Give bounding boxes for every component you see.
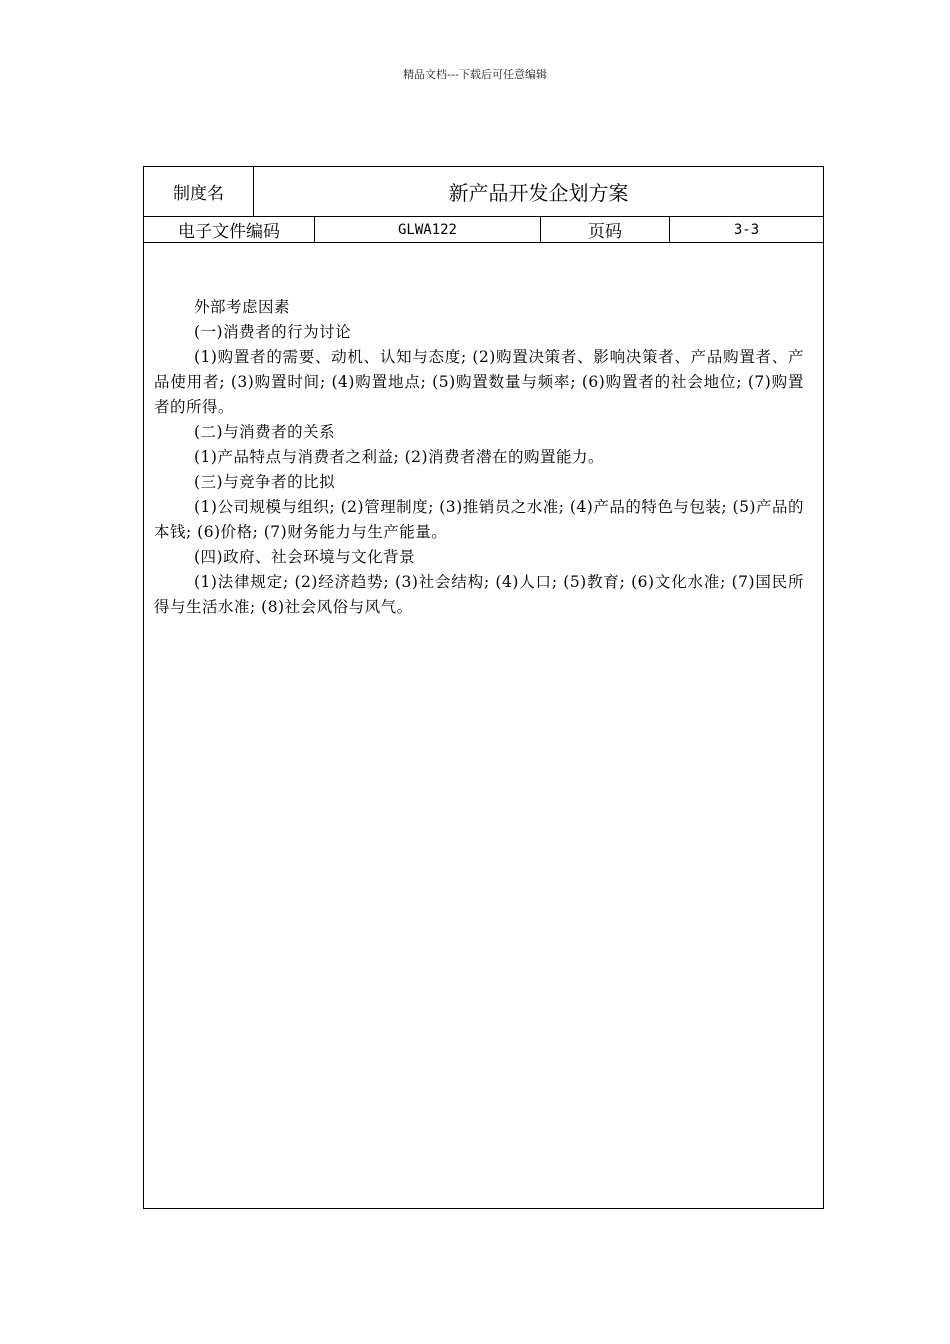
subsection-heading: (一)消费者的行为讨论 (194, 323, 352, 341)
paragraph: (1)购置者的需要、动机、认知与态度; (2)购置决策者、影响决策者、产品购置者、产品使用者; (3)购置时间; (4)购置地点; (5)购置数量与频率; (6)购置者的社会地位; (7)购置者的所得。 (154, 348, 804, 416)
subsection-heading: (三)与竞争者的比拟 (194, 473, 336, 491)
section-title: 外部考虑因素 (194, 298, 291, 316)
document-body (154, 295, 804, 620)
file-code-label: 电子文件编码 (144, 217, 315, 242)
page-value: 3-3 (733, 221, 760, 238)
file-code-value: GLWA122 (315, 217, 541, 242)
page-header-watermark: 精品文档---下载后可任意编辑 (403, 68, 547, 81)
document-form (143, 166, 824, 1209)
paragraph: (1)法律规定; (2)经济趋势; (3)社会结构; (4)人口; (5)教育; (6)文化水准; (7)国民所得与生活水准; (8)社会风俗与风气。 (154, 573, 804, 616)
paragraph: (1)产品特点与消费者之利益; (2)消费者潜在的购置能力。 (194, 448, 605, 466)
title-row (144, 167, 823, 217)
subsection-heading: (二)与消费者的关系 (194, 423, 336, 441)
subsection-heading: (四)政府、社会环境与文化背景 (194, 548, 416, 566)
meta-row (144, 217, 823, 243)
page-label: 页码 (541, 217, 670, 242)
document-title: 新产品开发企划方案 (448, 181, 629, 205)
regulation-name-label: 制度名 (144, 167, 254, 216)
paragraph: (1)公司规模与组织; (2)管理制度; (3)推销员之水准; (4)产品的特色与包装; (5)产品的本钱; (6)价格; (7)财务能力与生产能量。 (154, 498, 804, 541)
